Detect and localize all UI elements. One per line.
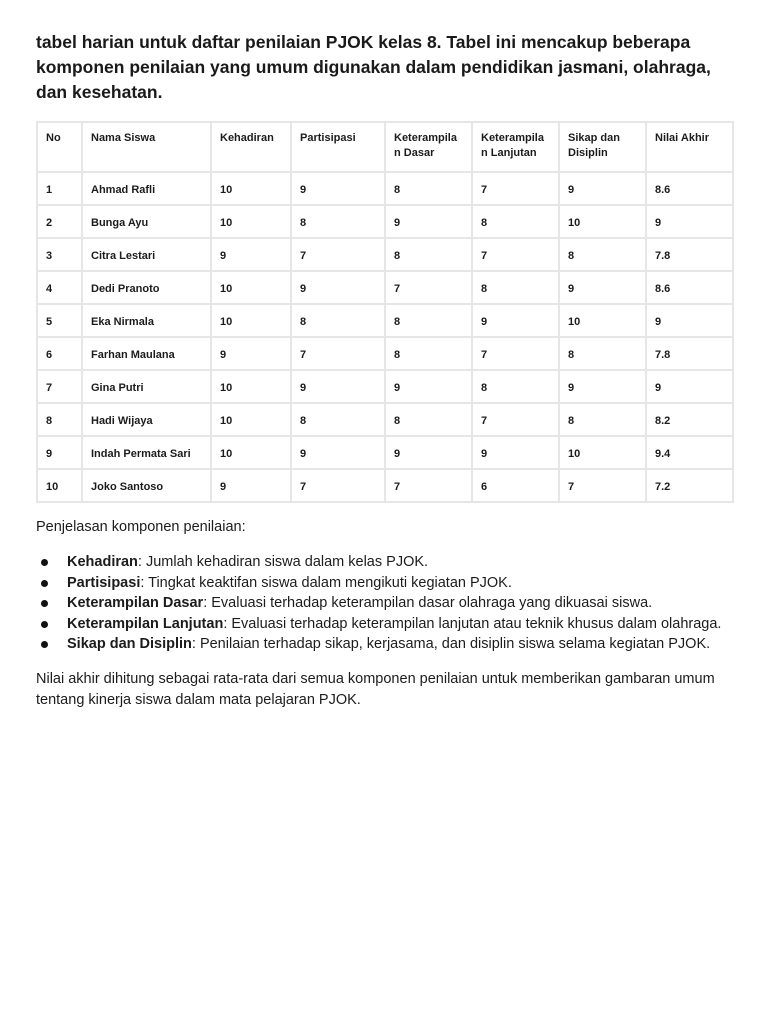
grade-table [36,121,734,503]
table-cell: Indah Permata Sari [82,436,211,469]
table-cell: Eka Nirmala [82,304,211,337]
table-cell: Hadi Wijaya [82,403,211,436]
table-cell: Dedi Pranoto [82,271,211,304]
table-cell: 8 [472,370,559,403]
table-row [37,469,733,502]
table-cell: 9 [646,370,733,403]
table-cell: 9 [559,172,646,205]
table-cell: 10 [211,436,291,469]
table-cell: 8.6 [646,172,733,205]
table-cell: Gina Putri [82,370,211,403]
table-cell: 7 [291,337,385,370]
table-cell: 9 [211,337,291,370]
list-item [36,614,732,635]
table-row [37,403,733,436]
table-cell: 7 [472,403,559,436]
column-header-kehadiran: Kehadiran [211,122,291,172]
column-header-sikap-disiplin: Sikap dan Disiplin [559,122,646,172]
table-cell: 3 [37,238,82,271]
table-row [37,304,733,337]
table-cell: 8.6 [646,271,733,304]
table-cell: 8.2 [646,403,733,436]
bullet-icon [41,580,48,587]
list-item [36,573,732,594]
table-cell: 10 [211,271,291,304]
table-cell: 9 [385,436,472,469]
component-list [36,552,732,655]
table-header-row [37,122,733,172]
component-term: Keterampilan Lanjutan [67,615,224,632]
table-cell: 9 [559,370,646,403]
table-row [37,271,733,304]
table-row [37,370,733,403]
table-cell: 7 [291,238,385,271]
table-cell: 9 [646,205,733,238]
table-cell: Bunga Ayu [82,205,211,238]
table-row [37,337,733,370]
column-header-nama-siswa: Nama Siswa [82,122,211,172]
table-cell: 9 [291,271,385,304]
list-item [36,552,732,573]
table-cell: 7 [559,469,646,502]
table-cell: 8 [385,304,472,337]
table-cell: 7.2 [646,469,733,502]
table-cell: Joko Santoso [82,469,211,502]
table-cell: 8 [291,403,385,436]
table-cell: 9 [385,370,472,403]
table-row [37,238,733,271]
column-header-keterampilan-lanjutan: Keterampilan Lanjutan [472,122,559,172]
table-cell: 9 [646,304,733,337]
component-description: : Evaluasi terhadap keterampilan dasar olahraga yang dikuasai siswa. [203,595,653,611]
table-cell: 10 [211,304,291,337]
table-cell: 9.4 [646,436,733,469]
table-cell: 9 [472,304,559,337]
table-cell: 8 [385,337,472,370]
column-header-partisipasi: Partisipasi [291,122,385,172]
table-cell: 9 [211,469,291,502]
table-cell: 9 [385,205,472,238]
table-cell: 9 [291,370,385,403]
component-description: : Penilaian terhadap sikap, kerjasama, dan disiplin siswa selama kegiatan PJOK. [191,636,711,652]
component-description: : Jumlah kehadiran siswa dalam kelas PJOK. [137,554,429,570]
table-cell: 10 [559,304,646,337]
table-cell: 10 [211,370,291,403]
table-row [37,172,733,205]
column-header-no: No [37,122,82,172]
table-cell: 8 [472,205,559,238]
document-heading: tabel harian untuk daftar penilaian PJOK kelas 8. Tabel ini mencakup beberapa komponen penilaian yang umum digunakan dalam pendidikan jasmani, olahraga, dan kesehatan. [36,32,711,102]
table-cell: 4 [37,271,82,304]
component-description: : Tingkat keaktifan siswa dalam mengikuti kegiatan PJOK. [140,574,512,591]
column-header-nilai-akhir: Nilai Akhir [646,122,733,172]
table-cell: 7 [385,271,472,304]
table-cell: 9 [211,238,291,271]
component-term: Partisipasi [67,574,141,591]
table-cell: 9 [559,271,646,304]
bullet-icon [41,641,48,648]
table-cell: 7.8 [646,238,733,271]
table-cell: 9 [37,436,82,469]
table-cell: 10 [37,469,82,502]
table-cell: 8 [37,403,82,436]
table-cell: 8 [291,304,385,337]
document-page [36,30,732,712]
table-cell: 8 [385,238,472,271]
table-cell: 9 [291,436,385,469]
table-cell: 6 [472,469,559,502]
table-cell: 8 [559,337,646,370]
table-cell: 10 [559,436,646,469]
table-cell: 8 [291,205,385,238]
explanation-intro: Penjelasan komponen penilaian: [36,519,246,535]
table-cell: 10 [559,205,646,238]
bullet-icon [41,600,48,607]
table-cell: 8 [559,238,646,271]
table-cell: 8 [472,271,559,304]
column-header-keterampilan-dasar: Keterampilan Dasar [385,122,472,172]
table-cell: 10 [211,172,291,205]
table-cell: Farhan Maulana [82,337,211,370]
summary-paragraph: Nilai akhir dihitung sebagai rata-rata dari semua komponen penilaian untuk memberikan gambaran umum tentang kinerja siswa dalam mata pelajaran PJOK. [36,670,715,708]
table-cell: 1 [37,172,82,205]
list-item [36,634,732,655]
table-cell: 2 [37,205,82,238]
table-cell: 7 [472,238,559,271]
table-cell: 8 [385,172,472,205]
table-cell: Citra Lestari [82,238,211,271]
list-item [36,593,732,614]
component-term: Kehadiran [67,554,138,570]
table-cell: 7 [37,370,82,403]
table-cell: 7 [472,337,559,370]
table-cell: 8 [559,403,646,436]
table-cell: Ahmad Rafli [82,172,211,205]
table-cell: 7 [472,172,559,205]
table-cell: 9 [472,436,559,469]
bullet-icon [41,621,48,628]
table-cell: 6 [37,337,82,370]
table-cell: 5 [37,304,82,337]
bullet-icon [41,559,48,566]
table-row [37,436,733,469]
table-row [37,205,733,238]
table-cell: 7 [385,469,472,502]
table-cell: 7 [291,469,385,502]
component-description: : Evaluasi terhadap keterampilan lanjutan atau teknik khusus dalam olahraga. [223,615,722,632]
table-cell: 10 [211,403,291,436]
component-term: Sikap dan Disiplin [67,636,192,652]
component-term: Keterampilan Dasar [67,595,204,611]
table-cell: 10 [211,205,291,238]
table-cell: 9 [291,172,385,205]
table-cell: 8 [385,403,472,436]
table-cell: 7.8 [646,337,733,370]
